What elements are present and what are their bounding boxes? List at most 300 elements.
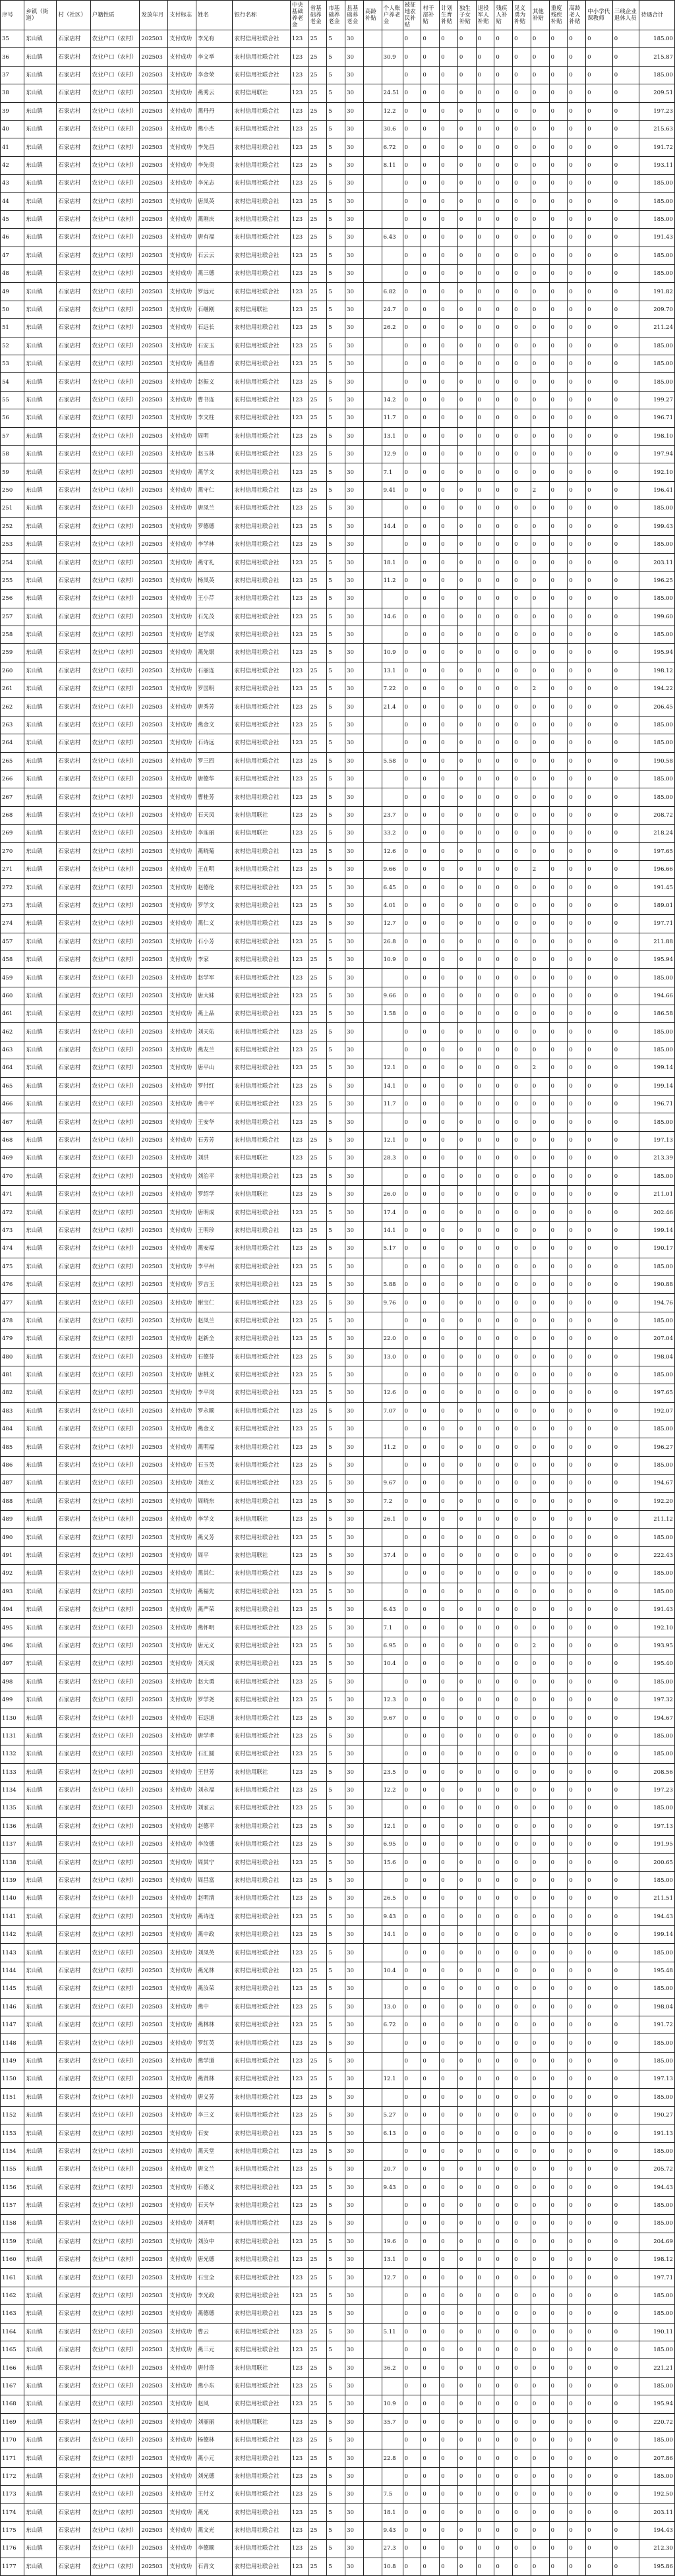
table-cell: 30 bbox=[345, 915, 364, 933]
table-cell: 0 bbox=[612, 1456, 639, 1474]
table-cell: 0 bbox=[531, 409, 549, 427]
table-cell: 0 bbox=[549, 1330, 568, 1348]
table-cell: 25 bbox=[308, 1096, 327, 1113]
table-row bbox=[1, 1926, 675, 1944]
table-cell: 燕仁义 bbox=[196, 915, 233, 933]
table-cell: 0 bbox=[494, 391, 513, 409]
table-cell: 石丽连 bbox=[196, 662, 233, 680]
table-cell: 0 bbox=[476, 2034, 494, 2052]
table-cell: 123 bbox=[290, 662, 308, 680]
table-cell: 农村信用社联合社 bbox=[233, 1583, 291, 1600]
table-cell: 0 bbox=[586, 1456, 613, 1474]
table-row bbox=[1, 951, 675, 968]
table-cell: 0 bbox=[568, 120, 586, 138]
table-cell: 123 bbox=[290, 1800, 308, 1817]
table-cell: 190.58 bbox=[639, 752, 675, 770]
table-cell: 0 bbox=[457, 2377, 476, 2395]
table-cell: 李光有 bbox=[196, 30, 233, 48]
table-cell: 0 bbox=[494, 1511, 513, 1529]
table-cell: 0 bbox=[549, 210, 568, 228]
table-cell bbox=[363, 156, 382, 174]
table-cell: 0 bbox=[549, 2088, 568, 2106]
table-cell: 0 bbox=[403, 1186, 421, 1204]
table-cell: 0 bbox=[494, 2521, 513, 2539]
table-cell: 0 bbox=[513, 2323, 531, 2341]
table-cell: 东山镇 bbox=[24, 896, 57, 914]
table-cell: 0 bbox=[568, 1005, 586, 1023]
table-cell: 0 bbox=[513, 1583, 531, 1600]
table-cell: 0 bbox=[513, 2359, 531, 2377]
table-cell: 农业户口（农村） bbox=[90, 445, 140, 463]
table-cell: 东山镇 bbox=[24, 680, 57, 698]
table-cell: 0 bbox=[457, 481, 476, 499]
table-cell: 0 bbox=[513, 427, 531, 445]
table-cell: 0 bbox=[440, 1402, 458, 1420]
table-cell: 0 bbox=[513, 1511, 531, 1529]
table-cell: 30 bbox=[345, 84, 364, 102]
table-cell: 30 bbox=[345, 283, 364, 301]
table-cell: 0 bbox=[586, 915, 613, 933]
table-cell bbox=[363, 1438, 382, 1456]
table-cell: 0 bbox=[513, 1240, 531, 1258]
table-cell: 石家店村 bbox=[57, 1565, 90, 1583]
table-cell: 196.25 bbox=[639, 571, 675, 589]
table-cell: 15.6 bbox=[382, 1854, 403, 1871]
table-cell: 0 bbox=[494, 608, 513, 626]
table-cell: 123 bbox=[290, 842, 308, 860]
table-cell: 0 bbox=[531, 1600, 549, 1618]
table-cell: 25 bbox=[308, 1854, 327, 1871]
table-row bbox=[1, 427, 675, 445]
table-cell: 刘永福 bbox=[196, 1781, 233, 1799]
table-cell: 东山镇 bbox=[24, 1637, 57, 1654]
table-cell: 农业户口（农村） bbox=[90, 1908, 140, 1925]
table-cell: 0 bbox=[513, 1275, 531, 1293]
table-cell: 石家店村 bbox=[57, 1059, 90, 1077]
table-cell: 东山镇 bbox=[24, 1871, 57, 1889]
table-cell: 0 bbox=[457, 1529, 476, 1546]
table-cell: 支付成功 bbox=[168, 951, 196, 968]
table-cell: 25 bbox=[308, 1041, 327, 1059]
table-cell: 123 bbox=[290, 1131, 308, 1149]
table-cell: 支付成功 bbox=[168, 590, 196, 608]
table-row bbox=[1, 1438, 675, 1456]
table-cell: 202503 bbox=[140, 915, 168, 933]
table-cell: 燕小东 bbox=[196, 2377, 233, 2395]
table-cell: 5 bbox=[327, 2341, 345, 2359]
table-cell: 农村信用社联合社 bbox=[233, 1204, 291, 1221]
table-cell: 0 bbox=[531, 2233, 549, 2250]
table-cell: 0 bbox=[494, 554, 513, 571]
table-cell: 5 bbox=[327, 229, 345, 247]
table-cell: 石天华 bbox=[196, 2196, 233, 2214]
table-cell: 0 bbox=[586, 2467, 613, 2485]
table-cell: 农村信用社联合社 bbox=[233, 2323, 291, 2341]
table-cell: 25 bbox=[308, 662, 327, 680]
table-cell: 0 bbox=[421, 590, 440, 608]
table-cell: 东山镇 bbox=[24, 2088, 57, 2106]
table-cell: 5.27 bbox=[382, 2106, 403, 2124]
table-cell: 东山镇 bbox=[24, 1511, 57, 1529]
table-cell: 0 bbox=[549, 608, 568, 626]
table-cell: 农村信用社联合社 bbox=[233, 2449, 291, 2467]
table-cell: 0 bbox=[440, 2269, 458, 2287]
table-cell: 0 bbox=[440, 680, 458, 698]
table-cell: 农业户口（农村） bbox=[90, 210, 140, 228]
table-cell: 202503 bbox=[140, 1023, 168, 1041]
table-cell: 0 bbox=[549, 229, 568, 247]
table-cell: 0 bbox=[476, 2503, 494, 2521]
table-cell: 东山镇 bbox=[24, 409, 57, 427]
table-cell: 支付成功 bbox=[168, 571, 196, 589]
table-cell: 唐有福 bbox=[196, 229, 233, 247]
table-cell: 农村信用社联合社 bbox=[233, 1221, 291, 1239]
table-cell: 10.9 bbox=[382, 644, 403, 662]
table-cell: 199.14 bbox=[639, 1926, 675, 1944]
table-cell: 0 bbox=[586, 500, 613, 517]
table-cell: 0 bbox=[403, 1871, 421, 1889]
table-cell: 0 bbox=[421, 896, 440, 914]
table-cell: 东山镇 bbox=[24, 1131, 57, 1149]
table-cell bbox=[382, 2088, 403, 2106]
table-cell: 0 bbox=[568, 1637, 586, 1654]
table-cell: 东山镇 bbox=[24, 1167, 57, 1185]
table-cell: 0 bbox=[421, 391, 440, 409]
table-cell: 0 bbox=[568, 1312, 586, 1330]
table-cell: 罗学文 bbox=[196, 896, 233, 914]
table-cell: 李平州 bbox=[196, 1258, 233, 1275]
table-cell: 0 bbox=[531, 1402, 549, 1420]
table-cell: 东山镇 bbox=[24, 1962, 57, 1979]
table-cell: 农村信用社联合社 bbox=[233, 1492, 291, 1510]
table-cell: 7.07 bbox=[382, 1402, 403, 1420]
table-row bbox=[1, 2359, 675, 2377]
table-cell: 0 bbox=[586, 409, 613, 427]
table-cell: 0 bbox=[513, 1854, 531, 1871]
table-cell: 支付成功 bbox=[168, 1240, 196, 1258]
table-cell: 0 bbox=[421, 1492, 440, 1510]
table-cell: 支付成功 bbox=[168, 1745, 196, 1763]
table-cell: 0 bbox=[494, 2467, 513, 2485]
table-cell bbox=[363, 2341, 382, 2359]
table-cell: 123 bbox=[290, 752, 308, 770]
table-cell: 5 bbox=[327, 1096, 345, 1113]
table-cell: 东山镇 bbox=[24, 1312, 57, 1330]
table-cell: 0 bbox=[440, 2503, 458, 2521]
table-cell: 0 bbox=[403, 951, 421, 968]
table-cell: 农业户口（农村） bbox=[90, 1186, 140, 1204]
table-cell: 5 bbox=[327, 2196, 345, 2214]
table-cell: 支付成功 bbox=[168, 427, 196, 445]
table-cell: 0 bbox=[457, 229, 476, 247]
table-cell: 0 bbox=[513, 2486, 531, 2503]
table-cell: 202503 bbox=[140, 1673, 168, 1691]
table-cell: 0 bbox=[549, 265, 568, 283]
table-cell: 202503 bbox=[140, 1745, 168, 1763]
table-cell: 刘汝中 bbox=[196, 2233, 233, 2250]
table-cell: 25 bbox=[308, 734, 327, 752]
table-cell: 202503 bbox=[140, 1908, 168, 1925]
table-cell: 123 bbox=[290, 2161, 308, 2179]
table-cell bbox=[363, 1691, 382, 1709]
table-cell: 0 bbox=[494, 752, 513, 770]
table-cell: 石家店村 bbox=[57, 1529, 90, 1546]
table-cell: 农村信用社联合社 bbox=[233, 1041, 291, 1059]
table-cell: 0 bbox=[568, 1221, 586, 1239]
table-cell: 0 bbox=[440, 752, 458, 770]
table-cell: 支付成功 bbox=[168, 1294, 196, 1312]
table-cell: 123 bbox=[290, 806, 308, 824]
table-cell: 5 bbox=[327, 1186, 345, 1204]
table-cell: 0 bbox=[440, 2341, 458, 2359]
table-cell: 0 bbox=[403, 427, 421, 445]
table-cell: 30 bbox=[345, 1709, 364, 1727]
table-cell: 东山镇 bbox=[24, 2305, 57, 2323]
table-cell: 0 bbox=[586, 1330, 613, 1348]
table-cell: 0 bbox=[568, 1456, 586, 1474]
table-cell bbox=[363, 590, 382, 608]
column-header: 村（社区） bbox=[57, 1, 90, 30]
table-cell: 30 bbox=[345, 1420, 364, 1438]
table-cell: 0 bbox=[476, 1312, 494, 1330]
table-cell: 0 bbox=[457, 1565, 476, 1583]
table-cell: 0 bbox=[403, 1096, 421, 1113]
table-cell: 0 bbox=[494, 2106, 513, 2124]
table-cell: 191.45 bbox=[639, 879, 675, 896]
table-cell: 罗三四 bbox=[196, 752, 233, 770]
table-cell: 202503 bbox=[140, 554, 168, 571]
table-cell: 0 bbox=[549, 1944, 568, 1962]
table-cell: 农业户口（农村） bbox=[90, 2395, 140, 2413]
table-row bbox=[1, 391, 675, 409]
table-cell: 0 bbox=[513, 1781, 531, 1799]
table-cell: 0 bbox=[421, 2449, 440, 2467]
table-cell: 0 bbox=[531, 698, 549, 716]
table-cell: 24.7 bbox=[382, 301, 403, 318]
table-cell: 石家店村 bbox=[57, 1420, 90, 1438]
table-cell bbox=[382, 265, 403, 283]
table-cell: 0 bbox=[440, 644, 458, 662]
table-cell: 0 bbox=[421, 463, 440, 481]
table-cell: 0 bbox=[586, 1926, 613, 1944]
table-cell: 农村信用社联合社 bbox=[233, 644, 291, 662]
table-cell: 支付成功 bbox=[168, 842, 196, 860]
table-cell: 0 bbox=[476, 1529, 494, 1546]
table-cell bbox=[363, 1312, 382, 1330]
table-cell: 5 bbox=[327, 301, 345, 318]
table-cell: 0 bbox=[476, 788, 494, 806]
table-cell: 东山镇 bbox=[24, 84, 57, 102]
table-cell bbox=[363, 1673, 382, 1691]
table-cell: 0 bbox=[403, 1348, 421, 1366]
table-cell: 261 bbox=[1, 680, 24, 698]
table-cell: 0 bbox=[531, 210, 549, 228]
table-cell: 185.00 bbox=[639, 192, 675, 210]
table-cell: 0 bbox=[549, 30, 568, 48]
table-cell: 农业户口（农村） bbox=[90, 1240, 140, 1258]
table-cell: 0 bbox=[586, 879, 613, 896]
table-cell: 农业户口（农村） bbox=[90, 1781, 140, 1799]
table-cell: 0 bbox=[440, 2142, 458, 2160]
table-cell: 470 bbox=[1, 1167, 24, 1185]
table-cell: 农村信用社联合社 bbox=[233, 1167, 291, 1185]
table-cell bbox=[363, 879, 382, 896]
table-row bbox=[1, 806, 675, 824]
table-cell: 燕贤林 bbox=[196, 2070, 233, 2088]
table-cell: 202503 bbox=[140, 1817, 168, 1835]
table-cell: 0 bbox=[421, 2215, 440, 2233]
table-cell: 0 bbox=[457, 2106, 476, 2124]
table-cell: 0 bbox=[586, 1908, 613, 1925]
table-cell: 0 bbox=[549, 644, 568, 662]
table-cell: 266 bbox=[1, 771, 24, 788]
table-cell: 农村信用社联合社 bbox=[233, 987, 291, 1005]
table-cell: 0 bbox=[457, 2558, 476, 2575]
table-cell: 202503 bbox=[140, 2052, 168, 2070]
table-cell: 0 bbox=[421, 247, 440, 264]
table-cell: 202503 bbox=[140, 860, 168, 878]
table-cell: 123 bbox=[290, 680, 308, 698]
table-cell: 0 bbox=[531, 445, 549, 463]
table-row bbox=[1, 1511, 675, 1529]
table-cell: 杨凤英 bbox=[196, 571, 233, 589]
table-cell bbox=[363, 1800, 382, 1817]
table-cell: 0 bbox=[612, 2179, 639, 2196]
table-cell: 石家店村 bbox=[57, 1330, 90, 1348]
table-row bbox=[1, 1420, 675, 1438]
table-cell: 0 bbox=[513, 1131, 531, 1149]
table-cell: 0 bbox=[612, 2196, 639, 2214]
table-cell: 39 bbox=[1, 102, 24, 120]
table-cell: 0 bbox=[494, 1167, 513, 1185]
table-cell: 赵新全 bbox=[196, 1330, 233, 1348]
table-cell: 0 bbox=[421, 1871, 440, 1889]
table-cell: 0 bbox=[403, 1005, 421, 1023]
table-cell: 0 bbox=[513, 608, 531, 626]
table-cell: 0 bbox=[476, 175, 494, 192]
table-cell: 东山镇 bbox=[24, 1836, 57, 1854]
table-cell bbox=[363, 1221, 382, 1239]
table-cell: 25 bbox=[308, 1871, 327, 1889]
table-cell bbox=[363, 662, 382, 680]
table-cell: 9.43 bbox=[382, 1908, 403, 1925]
table-cell: 0 bbox=[403, 2196, 421, 2214]
table-cell bbox=[382, 1745, 403, 1763]
table-cell: 燕严荣 bbox=[196, 1600, 233, 1618]
table-cell: 0 bbox=[440, 48, 458, 66]
table-cell: 东山镇 bbox=[24, 806, 57, 824]
table-cell: 0 bbox=[476, 1727, 494, 1745]
table-cell: 7.1 bbox=[382, 1619, 403, 1637]
table-cell: 123 bbox=[290, 1926, 308, 1944]
table-cell: 202503 bbox=[140, 1962, 168, 1979]
table-cell: 0 bbox=[403, 463, 421, 481]
table-cell bbox=[363, 1059, 382, 1077]
table-cell: 0 bbox=[531, 1240, 549, 1258]
table-cell: 191.13 bbox=[639, 2124, 675, 2142]
table-cell: 农村信用社联合社 bbox=[233, 1655, 291, 1673]
table-cell: 0 bbox=[549, 1077, 568, 1095]
table-cell bbox=[363, 1583, 382, 1600]
table-cell: 0 bbox=[586, 265, 613, 283]
table-cell: 0 bbox=[568, 933, 586, 951]
table-cell: 0 bbox=[531, 644, 549, 662]
table-cell: 1174 bbox=[1, 2503, 24, 2521]
table-cell bbox=[382, 1944, 403, 1962]
table-cell: 农业户口（农村） bbox=[90, 662, 140, 680]
table-cell: 赵玉林 bbox=[196, 445, 233, 463]
table-cell: 209.70 bbox=[639, 301, 675, 318]
table-cell: 123 bbox=[290, 2269, 308, 2287]
table-cell bbox=[363, 535, 382, 553]
table-cell: 支付成功 bbox=[168, 716, 196, 734]
table-cell: 农业户口（农村） bbox=[90, 2521, 140, 2539]
table-cell: 0 bbox=[531, 752, 549, 770]
table-row bbox=[1, 879, 675, 896]
table-cell: 25 bbox=[308, 2034, 327, 2052]
table-cell: 56 bbox=[1, 409, 24, 427]
table-cell: 5 bbox=[327, 1980, 345, 1998]
table-cell bbox=[363, 120, 382, 138]
table-cell: 1.58 bbox=[382, 1005, 403, 1023]
table-cell: 0 bbox=[440, 2179, 458, 2196]
table-cell: 0 bbox=[513, 2124, 531, 2142]
table-cell: 0 bbox=[612, 860, 639, 878]
table-cell: 185.00 bbox=[639, 2034, 675, 2052]
table-cell: 25 bbox=[308, 1492, 327, 1510]
table-cell: 202503 bbox=[140, 2449, 168, 2467]
table-cell: 5 bbox=[327, 879, 345, 896]
table-cell: 0 bbox=[440, 301, 458, 318]
table-cell: 0 bbox=[440, 1619, 458, 1637]
table-cell: 0 bbox=[494, 2196, 513, 2214]
table-cell: 203.11 bbox=[639, 554, 675, 571]
table-cell: 支付成功 bbox=[168, 2305, 196, 2323]
table-cell: 211.12 bbox=[639, 1511, 675, 1529]
table-cell: 5 bbox=[327, 1511, 345, 1529]
table-cell: 0 bbox=[549, 2305, 568, 2323]
table-cell: 202503 bbox=[140, 2287, 168, 2304]
table-cell: 农村信用社联合社 bbox=[233, 1131, 291, 1149]
table-cell: 202503 bbox=[140, 1727, 168, 1745]
table-cell: 25 bbox=[308, 247, 327, 264]
table-cell: 0 bbox=[403, 1529, 421, 1546]
table-cell: 0 bbox=[568, 2540, 586, 2558]
table-cell: 东山镇 bbox=[24, 1330, 57, 1348]
table-cell: 0 bbox=[531, 1077, 549, 1095]
table-cell: 10.9 bbox=[382, 2395, 403, 2413]
table-cell: 185.00 bbox=[639, 1980, 675, 1998]
table-cell: 0 bbox=[476, 1890, 494, 1908]
table-cell: 0 bbox=[476, 879, 494, 896]
table-cell: 0 bbox=[440, 1221, 458, 1239]
table-cell: 0 bbox=[457, 265, 476, 283]
table-row bbox=[1, 2323, 675, 2341]
table-cell: 6.72 bbox=[382, 138, 403, 156]
table-cell: 0 bbox=[476, 554, 494, 571]
table-cell: 东山镇 bbox=[24, 554, 57, 571]
table-cell: 石家店村 bbox=[57, 987, 90, 1005]
table-cell: 0 bbox=[457, 463, 476, 481]
table-cell: 0 bbox=[513, 842, 531, 860]
table-cell: 197.94 bbox=[639, 445, 675, 463]
table-cell: 30 bbox=[345, 247, 364, 264]
table-cell: 支付成功 bbox=[168, 355, 196, 373]
table-cell: 30 bbox=[345, 1763, 364, 1781]
table-cell: 30 bbox=[345, 1294, 364, 1312]
table-cell: 0 bbox=[513, 247, 531, 264]
table-cell: 0 bbox=[440, 355, 458, 373]
